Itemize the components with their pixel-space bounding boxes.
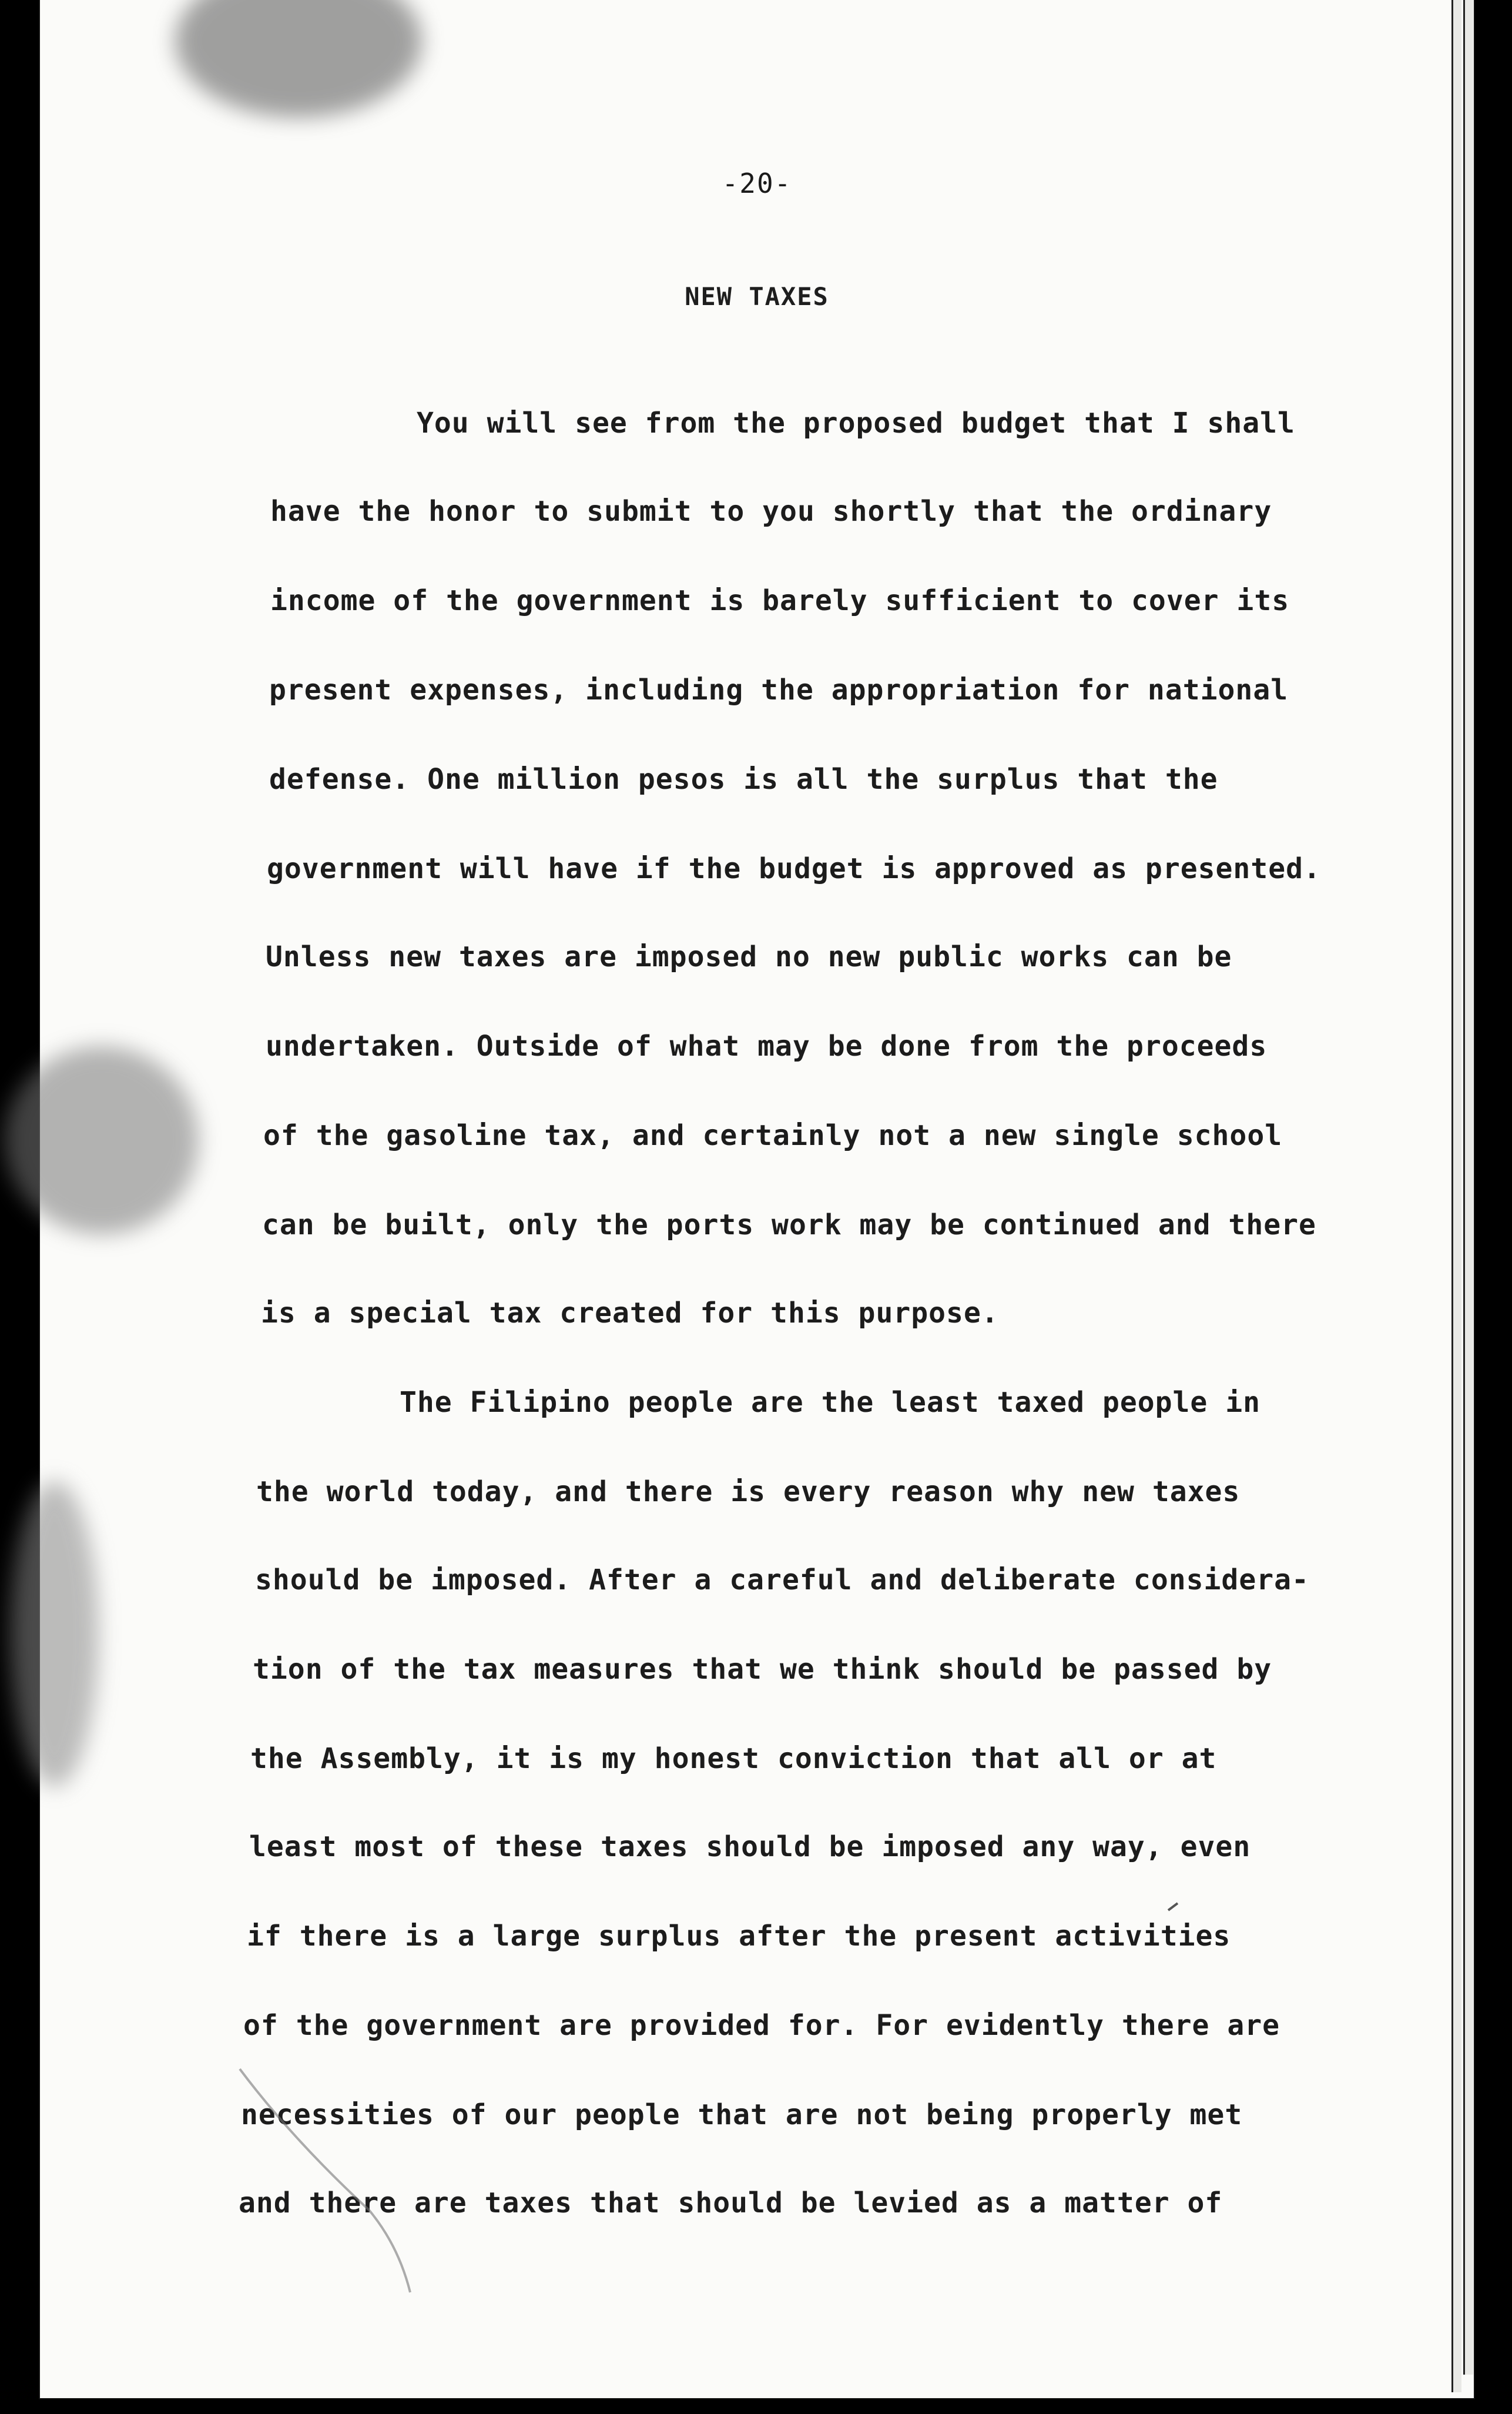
paragraph-1-line-1: You will see from the proposed budget that I shall [417, 407, 1295, 440]
paragraph-1-line-11: is a special tax created for this purpose. [261, 1297, 999, 1330]
page-number: -20- [722, 168, 792, 199]
paragraph-1-line-3: income of the government is barely sufficient to cover its [270, 584, 1290, 617]
pencil-marks [40, 0, 1474, 2398]
document-page [40, 0, 1474, 2398]
paragraph-2-line-4: tion of the tax measures that we think should be passed by [253, 1653, 1272, 1686]
page-edge-back-1 [1451, 0, 1461, 2392]
paragraph-1-line-9: of the gasoline tax, and certainly not a new single school [263, 1119, 1283, 1152]
paragraph-1-line-5: defense. One million pesos is all the surplus that the [269, 763, 1218, 796]
paragraph-2-line-2: the world today, and there is every reason why new taxes [256, 1475, 1241, 1508]
section-heading: NEW TAXES [685, 282, 829, 311]
pencil-stroke-margin [240, 2069, 410, 2292]
paragraph-2-line-1: The Filipino people are the least taxed people in [400, 1386, 1261, 1419]
paragraph-1-line-2: have the honor to submit to you shortly that the ordinary [270, 495, 1272, 528]
paragraph-2-line-6: least most of these taxes should be imposed any way, even [249, 1830, 1251, 1863]
paragraph-1-line-8: undertaken. Outside of what may be done from the proceeds [266, 1030, 1268, 1063]
page-edge-back-2 [1463, 0, 1473, 2375]
paragraph-2-line-7: if there is a large surplus after the present activities [247, 1920, 1231, 1953]
paragraph-1-line-7: Unless new taxes are imposed no new public works can be [266, 940, 1232, 973]
paragraph-1-line-10: can be built, only the ports work may be continued and there [262, 1208, 1316, 1241]
paragraph-2-line-3: should be imposed. After a careful and deliberate considera- [255, 1563, 1309, 1596]
paragraph-2-line-10: and there are taxes that should be levied as a matter of [239, 2187, 1223, 2219]
paragraph-1-line-4: present expenses, including the appropriation for national [269, 674, 1289, 707]
paragraph-2-line-8: of the government are provided for. For evidently there are [243, 2009, 1280, 2042]
paragraph-2-line-5: the Assembly, it is my honest conviction that all or at [250, 1742, 1217, 1775]
paragraph-1-line-6: government will have if the budget is approved as presented. [267, 852, 1321, 885]
pencil-stroke-tick [1168, 1903, 1178, 1910]
paragraph-2-line-9: necessities of our people that are not being properly met [241, 2098, 1243, 2131]
